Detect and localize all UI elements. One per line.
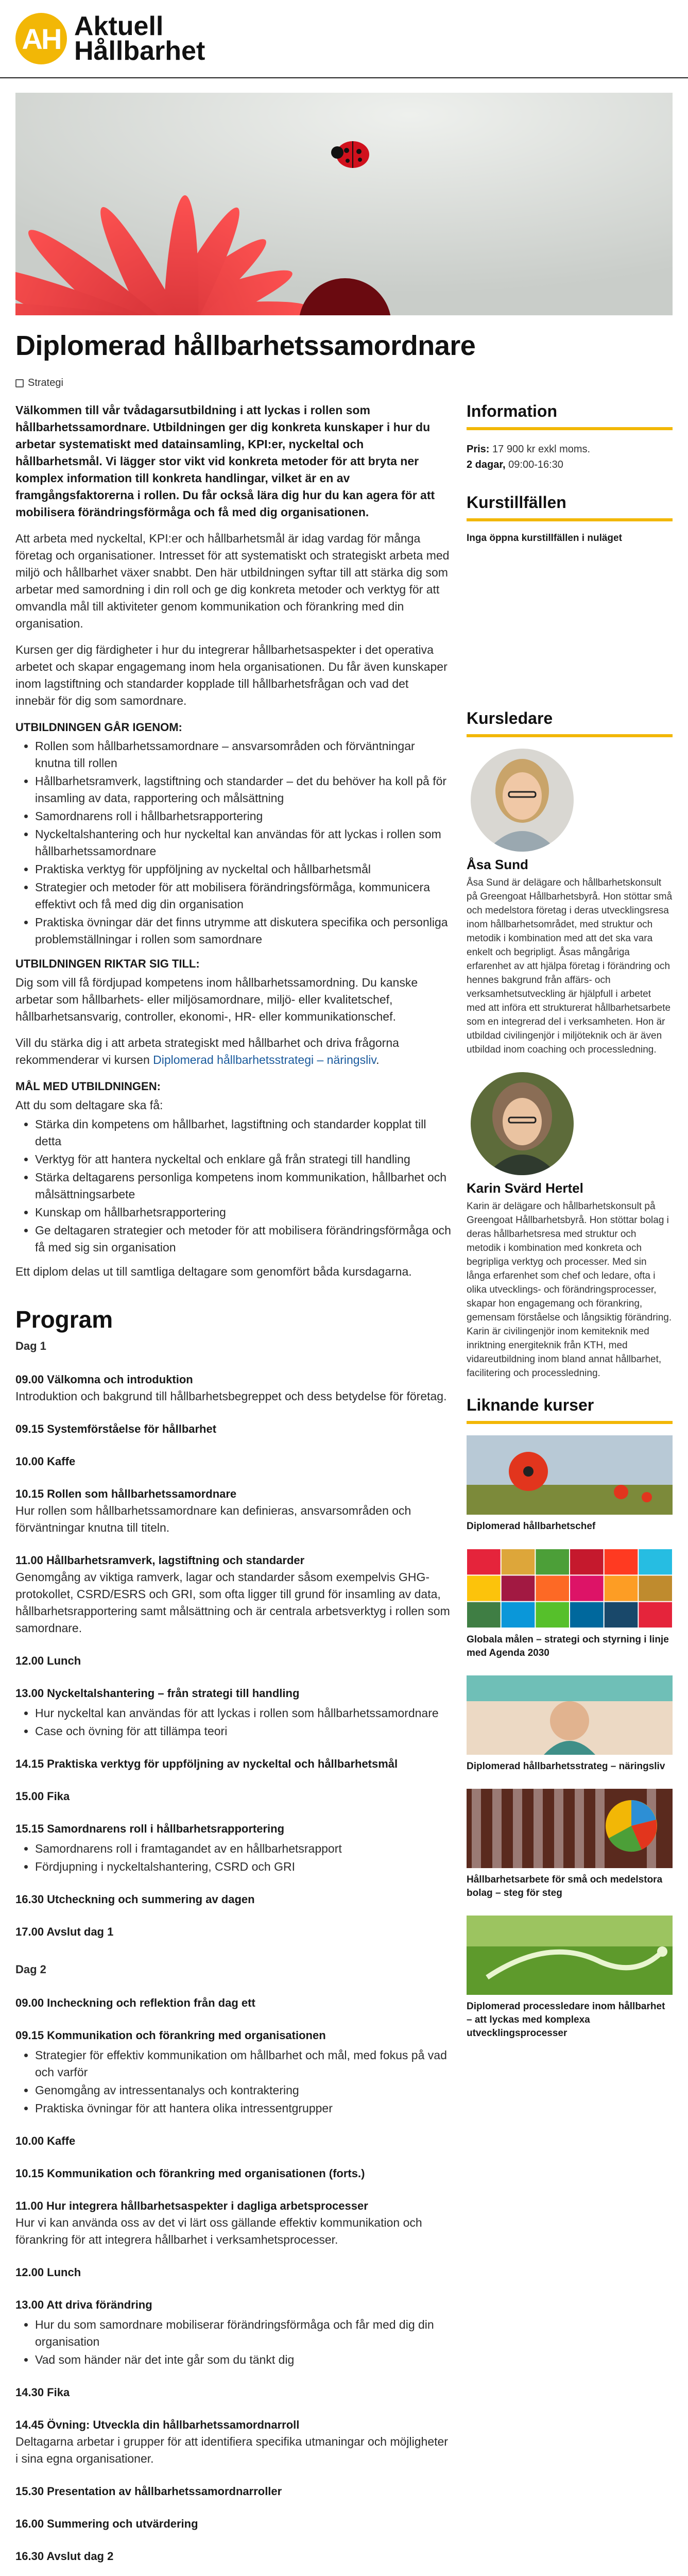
category-icon xyxy=(15,379,24,387)
day-1-label: Dag 1 xyxy=(15,1340,46,1352)
slot-title: 09.15 Systemförståelse för hållbarhet xyxy=(15,1422,217,1435)
slot-description: Hur rollen som hållbarhetssamordnare kan definieras, ansvarsområden och förväntningar knutna till titeln. xyxy=(15,1504,411,1534)
slot-description: Deltagarna arbetar i grupper för att identifiera specifika utmaningar och möjligheter i sina egna organisationer. xyxy=(15,2435,448,2465)
schedule-slot xyxy=(15,1755,451,1772)
course-title: Diplomerad processledare inom hållbarhet – att lyckas med komplexa utvecklingsprocesser xyxy=(467,2001,665,2039)
slot-title: 12.00 Lunch xyxy=(15,1654,81,1667)
day-2-label: Dag 2 xyxy=(15,1963,46,1976)
teacher-bio: Åsa Sund är delägare och hållbarhetskonsult på Greengoat Hållbarhetsbyrå. Hon stöttar små och medelstora företag i deras utvecklingsresa inom hållbarhetsområdet, med struktur och metodik i kombination med att det ska vara enkelt och begripligt. Åsas mångåriga erfarenhet av att hjälpa företag i förändring och hennes bakgrund från affärs- och verksamhetsutveckling är hjälpfull i arbetet med att införa ett strukturerat hållbarhetsarbete som en integrerad del i verksamheten. Hon är utbildad civilingenjör i miljöteknik och är även utbildad inom coaching och processledning. xyxy=(467,877,673,1055)
logo-badge: AH xyxy=(15,13,67,64)
course-image xyxy=(467,1916,673,1995)
teacher-card xyxy=(467,1072,673,1380)
schedule-slot xyxy=(15,1485,451,1536)
sdg-tile xyxy=(570,1602,604,1628)
slot-title: 15.30 Presentation av hållbarhetssamordnarroller xyxy=(15,2485,282,2498)
sdg-tile xyxy=(570,1575,604,1601)
schedule-slot xyxy=(15,2027,451,2117)
list-item: • Nyckeltalshantering och hur nyckeltal kan användas för att lyckas i rollen som hållbarhetssamordnare xyxy=(35,826,451,860)
schedule-slot xyxy=(15,2165,451,2182)
course-image xyxy=(467,1435,673,1515)
slot-title: 17.00 Avslut dag 1 xyxy=(15,1925,114,1938)
slot-title: 11.00 Hållbarhetsramverk, lagstiftning och standarder xyxy=(15,1554,305,1567)
hero-flower-illustration xyxy=(15,93,673,315)
similar-course-card[interactable] xyxy=(467,1789,673,1900)
slot-items xyxy=(35,2047,451,2117)
avatar xyxy=(471,749,574,852)
schedule-slot xyxy=(15,2197,451,2248)
goals-list xyxy=(35,1116,451,1256)
avatar xyxy=(471,1072,574,1175)
course-title: Hållbarhetsarbete för små och medelstora bolag – steg för steg xyxy=(467,1874,663,1899)
slot-title: 10.15 Kommunikation och förankring med organisationen (forts.) xyxy=(15,2167,365,2180)
course-title: Diplomerad hållbarhetschef xyxy=(467,1521,596,1532)
sdg-tile xyxy=(536,1575,569,1601)
recommend-text: Vill du stärka dig i att arbeta strategiskt med hållbarhet och driva frågorna rekommenderar vi kursen Diplomerad hållbarhetsstrategi – näringsliv. xyxy=(15,1036,399,1066)
slot-title: 10.00 Kaffe xyxy=(15,1455,76,1468)
schedule-slot xyxy=(15,2132,451,2149)
schedule-slot xyxy=(15,1994,451,2011)
recommended-course-link[interactable]: Diplomerad hållbarhetsstrategi – näringsliv xyxy=(153,1053,376,1066)
schedule-slot xyxy=(15,1820,451,1875)
list-item: • Samordnarens roll i framtagandet av en hållbarhetsrapport xyxy=(35,1840,451,1857)
occasions-heading: Kurstillfällen xyxy=(467,493,673,521)
intro-paragraph-1: Att arbeta med nyckeltal, KPI:er och hållbarhetsmål är idag vardag för många företag och organisationer. Intresset för att systematiskt och strategiskt arbeta med miljö och hållbarhet växer snabbt. Den här utbildningen syftar till att stärka dig som arbetar med samordning i din roll och ge dig konkreta metoder och verktyg för att omvandla mål till aktiviteter genom kommunikation och förankring med din organisation. xyxy=(15,532,450,630)
day-1-schedule xyxy=(15,1371,451,1940)
list-item: • Praktiska verktyg för uppföljning av nyckeltal och hållbarhetsmål xyxy=(35,861,451,878)
schedule-slot xyxy=(15,1552,451,1637)
slot-description: Hur vi kan använda oss av det vi lärt oss gällande effektiv kommunikation och förankring för att integrera hållbarhet i verksamhetsprocesser. xyxy=(15,2216,422,2246)
schedule-slot xyxy=(15,2416,451,2467)
program-heading: Program xyxy=(15,1306,113,1333)
list-item: • Kunskap om hållbarhetsrapportering xyxy=(35,1204,451,1221)
slot-items xyxy=(35,1840,451,1875)
slot-title: 14.45 Övning: Utveckla din hållbarhetssamordnarroll xyxy=(15,2418,300,2431)
schedule-slot xyxy=(15,2548,451,2565)
schedule-slot xyxy=(15,1923,451,1940)
teachers-heading: Kursledare xyxy=(467,709,673,737)
sdg-tile xyxy=(502,1575,535,1601)
no-occasions-text: Inga öppna kurstillfällen i nuläget xyxy=(467,533,622,544)
header-divider xyxy=(15,77,673,78)
duration-line: 2 dagar, 09:00-16:30 xyxy=(467,459,563,470)
slot-title: 10.00 Kaffe xyxy=(15,2134,76,2147)
slot-title: 09.00 Incheckning och reflektion från dag ett xyxy=(15,1996,255,2009)
slot-title: 12.00 Lunch xyxy=(15,2266,81,2279)
slot-title: 16.30 Utcheckning och summering av dagen xyxy=(15,1893,255,1906)
schedule-slot xyxy=(15,2483,451,2500)
list-item: • Vad som händer när det inte går som du tänkt dig xyxy=(35,2351,451,2368)
category-label: Strategi xyxy=(28,377,63,388)
sdg-tile xyxy=(639,1602,672,1628)
list-item: • Hur nyckeltal kan användas för att lyckas i rollen som hållbarhetssamordnare xyxy=(35,1705,451,1722)
schedule-slot xyxy=(15,2515,451,2532)
slot-description: Introduktion och bakgrund till hållbarhetsbegreppet och dess betydelse för företag. xyxy=(15,1389,447,1403)
schedule-slot xyxy=(15,1891,451,1908)
course-title: Diplomerad hållbarhetsstrateg – näringsliv xyxy=(467,1761,665,1772)
sdg-tile xyxy=(467,1602,501,1628)
teacher-card xyxy=(467,749,673,1057)
logo-line1: Aktuell xyxy=(74,11,164,41)
slot-items xyxy=(35,2316,451,2368)
schedule-slot xyxy=(15,1453,451,1470)
intro-paragraph-2: Kursen ger dig färdigheter i hur du integrerar hållbarhetsaspekter i det operativa arbetet och skapar engagemang inom hela organisationen. Du får även kunskaper inom lagstiftning och standarder kopplade till hållbarhetsfrågan och vad det innebär för dig som samordnare. xyxy=(15,643,448,707)
hero-image xyxy=(15,93,673,315)
similar-heading: Liknande kurser xyxy=(467,1396,673,1424)
similar-course-card[interactable] xyxy=(467,1435,673,1533)
slot-title: 13.00 Nyckeltalshantering – från strategi till handling xyxy=(15,1687,300,1700)
teacher-bio: Karin är delägare och hållbarhetskonsult på Greengoat Hållbarhetsbyrå. Hon stöttar bolag i deras hållbarhetsresa med struktur och metodik i kombination med konkreta och begripliga verktyg och processer. Med sin långa erfarenhet som chef och ledare, ofta i olika utvecklings- och förändringsprocesser, skapar hon engagemang och förankring, gemensam förståelse och långsiktig förändring. Karin är civilingenjör inom kemiteknik med inriktning energiteknik från KTH, med vidareutbildning inom bland annat hållbarhet, facilitering och processledning. xyxy=(467,1201,672,1379)
page-title: Diplomerad hållbarhetssamordnare xyxy=(15,330,476,361)
course-image xyxy=(467,1675,673,1755)
schedule-slot xyxy=(15,1685,451,1740)
teacher-name: Åsa Sund xyxy=(467,857,528,872)
category-tag[interactable] xyxy=(15,377,63,389)
slot-title: 09.15 Kommunikation och förankring med organisationen xyxy=(15,2029,326,2042)
schedule-slot xyxy=(15,1371,451,1405)
list-item: • Praktiska övningar där det finns utrymme att diskutera specifika och personliga problemställningar i rollen som samordnare xyxy=(35,914,451,948)
teacher-name: Karin Svärd Hertel xyxy=(467,1180,583,1196)
goes-list xyxy=(35,738,451,948)
schedule-slot xyxy=(15,2264,451,2281)
list-item: • Samordnarens roll i hållbarhetsrapportering xyxy=(35,808,451,825)
main-content xyxy=(15,402,451,2576)
slot-title: 16.30 Avslut dag 2 xyxy=(15,2550,114,2563)
slot-title: 09.00 Välkomna och introduktion xyxy=(15,1373,193,1386)
goals-heading: MÅL MED UTBILDNINGEN: xyxy=(15,1080,161,1093)
info-heading: Information xyxy=(467,402,673,430)
schedule-slot xyxy=(15,1652,451,1669)
slot-title: 13.00 Att driva förändring xyxy=(15,2298,152,2311)
site-logo[interactable] xyxy=(15,13,205,64)
logo-line2: Hållbarhet xyxy=(74,36,205,66)
list-item: • Fördjupning i nyckeltalshantering, CSRD och GRI xyxy=(35,1858,451,1875)
sdg-tile xyxy=(467,1549,501,1574)
sdg-tile xyxy=(502,1602,535,1628)
sdg-tile xyxy=(570,1549,604,1574)
similar-course-card[interactable] xyxy=(467,1549,673,1660)
audience-heading: UTBILDNINGEN RIKTAR SIG TILL: xyxy=(15,957,200,970)
schedule-slot xyxy=(15,1420,451,1437)
list-item: • Genomgång av intressentanalys och kontraktering xyxy=(35,2082,451,2099)
site-header xyxy=(0,0,688,78)
sdg-tile xyxy=(639,1549,672,1574)
goals-intro: Att du som deltagare ska få: xyxy=(15,1098,163,1112)
intro-lead: Välkommen till vår tvådagarsutbildning i att lyckas i rollen som hållbarhetssamordnare. Utbildningen ger dig konkreta kunskaper i hur du arbetar systematiskt med datainsamling, KPI:er, nyckeltal och hållbarhetsmål. Vi lägger stor vikt vid konkreta metoder för att bryta ner komplex information till konkreta handlingar, vilket är en av framgångsfaktorerna i rollen. Du får också lära dig hur du kan agera för att mobilisera förändringsförmåga och få med dig organisationen. xyxy=(15,403,435,519)
price-line: Pris: 17 900 kr exkl moms. xyxy=(467,444,591,455)
schedule-slot xyxy=(15,1788,451,1805)
program-section xyxy=(15,1306,451,2565)
slot-title: 11.00 Hur integrera hållbarhetsaspekter i dagliga arbetsprocesser xyxy=(15,2199,368,2212)
list-item: • Strategier för effektiv kommunikation om hållbarhet och mål, med fokus på vad och varför xyxy=(35,2047,451,2081)
slot-title: 14.15 Praktiska verktyg för uppföljning av nyckeltal och hållbarhetsmål xyxy=(15,1757,398,1770)
list-item: • Hur du som samordnare mobiliserar förändringsförmåga och får med dig din organisation xyxy=(35,2316,451,2350)
slot-title: 14.30 Fika xyxy=(15,2386,70,2399)
schedule-slot xyxy=(15,2296,451,2368)
sdg-tile xyxy=(536,1602,569,1628)
list-item: • Rollen som hållbarhetssamordnare – ansvarsområden och förväntningar knutna till rollen xyxy=(35,738,451,772)
slot-title: 15.00 Fika xyxy=(15,1790,70,1803)
list-item: • Praktiska övningar för att hantera olika intressentgrupper xyxy=(35,2100,451,2117)
list-item: • Stärka din kompetens om hållbarhet, lagstiftning och standarder kopplat till detta xyxy=(35,1116,451,1150)
audience-text: Dig som vill få fördjupad kompetens inom hållbarhetssamordning. Du kanske arbetar som hållbarhets- eller miljösamordnare, miljö- eller kvalitetschef, hållbarhetsansvarig, controller, ekonomi-, HR- eller kommunikationschef. xyxy=(15,976,418,1023)
list-item: • Hållbarhetsramverk, lagstiftning och standarder – det du behöver ha koll på för insamling av data, rapportering och målsättning xyxy=(35,773,451,807)
sdg-tile xyxy=(605,1602,638,1628)
list-item: • Strategier och metoder för att mobilisera förändringsförmåga, kommunicera effektivt och få med dig din organisation xyxy=(35,879,451,913)
sdg-tile xyxy=(502,1549,535,1574)
similar-course-card[interactable] xyxy=(467,1916,673,2040)
sdg-tile xyxy=(536,1549,569,1574)
list-item: • Verktyg för att hantera nyckeltal och enklare gå från strategi till handling xyxy=(35,1151,451,1168)
course-image xyxy=(467,1549,673,1628)
course-title: Globala målen – strategi och styrning i linje med Agenda 2030 xyxy=(467,1634,669,1658)
similar-course-card[interactable] xyxy=(467,1675,673,1773)
list-item: • Stärka deltagarens personliga kompetens inom kommunikation, hållbarhet och målsättningsarbete xyxy=(35,1169,451,1203)
sdg-tile xyxy=(639,1575,672,1601)
goes-heading: UTBILDNINGEN GÅR IGENOM: xyxy=(15,721,182,734)
slot-title: 16.00 Summering och utvärdering xyxy=(15,2517,198,2530)
sidebar xyxy=(467,402,673,2056)
slot-title: 15.15 Samordnarens roll i hållbarhetsrapportering xyxy=(15,1822,285,1835)
course-image xyxy=(467,1789,673,1868)
sdg-tile xyxy=(605,1549,638,1574)
sdg-tile xyxy=(467,1575,501,1601)
diploma-text: Ett diplom delas ut till samtliga deltagare som genomfört båda kursdagarna. xyxy=(15,1265,412,1278)
slot-items xyxy=(35,1705,451,1740)
sdg-tile xyxy=(605,1575,638,1601)
day-2-schedule xyxy=(15,1994,451,2565)
list-item: • Ge deltagaren strategier och metoder för att mobilisera förändringsförmåga och få med sig sin organisation xyxy=(35,1222,451,1256)
list-item: • Case och övning för att tillämpa teori xyxy=(35,1723,451,1740)
schedule-slot xyxy=(15,2384,451,2401)
slot-description: Genomgång av viktiga ramverk, lagar och standarder såsom exempelvis GHG-protokollet, CSRD/ESRS och GRI, som ofta ligger till grund för insamling av data, hållbarhetsrapportering samt målsättning och är centrala arbetsverktyg i rollen som samordnare. xyxy=(15,1570,450,1635)
slot-title: 10.15 Rollen som hållbarhetssamordnare xyxy=(15,1487,237,1500)
